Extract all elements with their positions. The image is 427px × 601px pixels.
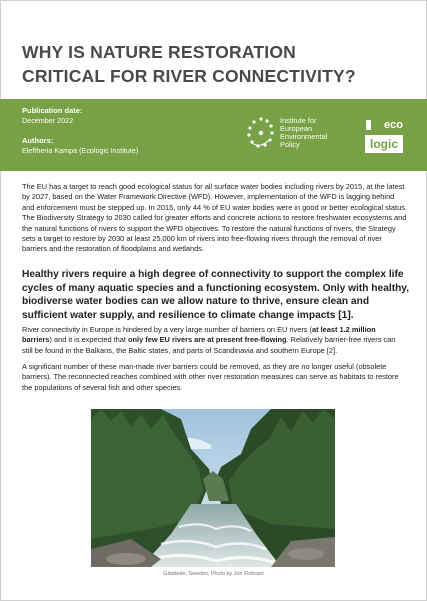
- p2-bold-barriers: at least 1.2 million barriers: [22, 325, 376, 345]
- page-title: [22, 40, 412, 88]
- ieep-line-4: Policy: [280, 140, 300, 149]
- header-band: [0, 99, 427, 171]
- ieep-logo: [244, 113, 360, 157]
- publication-label: Publication date:: [22, 106, 83, 115]
- p2-part-c: ) and it is expected that: [49, 335, 128, 345]
- authors-label: Authors:: [22, 136, 54, 145]
- ecologic-logo: [365, 117, 403, 155]
- ieep-stars-icon: [244, 113, 278, 153]
- river-landscape-image: [91, 409, 335, 567]
- intro-paragraph: The EU has a target to reach good ecological status for all surface water bodies including rivers by 2015, at the latest by 2027, based on the Water Framework Directive (WFD). However, implementation of the WFD is lagging behind and enforcement must be stepped up. In 2015, only 44 % of EU water bodies were in good or better ecological status. The Biodiversity Strategy to 2030 called for greater efforts and concrete actions to restore freshwater ecosystems and the natural functions of rivers to support the WFD objectives. To restore the natural functions of rivers, the Strategy sets a target to restore by 2030 at least 25,000 km of rivers into free-flowing rivers through the removal of river barriers and the restoration of floodplains and wetlands.: [22, 182, 407, 254]
- ecologic-bottom: logic: [365, 135, 403, 153]
- ecologic-top: eco: [384, 119, 403, 131]
- ieep-wordmark: [280, 117, 327, 149]
- ieep-line-3: Environmental: [280, 132, 328, 141]
- p2-part-a: River connectivity in Europe is hindered by a very large number of barriers on EU rivers (: [22, 325, 312, 334]
- authors-value: Eleftheria Kampa (Ecologic Institute): [22, 146, 139, 155]
- p2-bold-free-flowing: only few EU rivers are at present free-flowing: [128, 335, 287, 345]
- barriers-paragraph: [22, 325, 407, 356]
- publication-info: [22, 106, 82, 126]
- photo-caption: Gäddede, Sweden; Photo by Jon Flobrant: [163, 571, 264, 577]
- publication-date: December 2022: [22, 116, 74, 125]
- title-line-2: CRITICAL FOR RIVER CONNECTIVITY?: [22, 66, 356, 86]
- authors-info: [22, 136, 138, 156]
- lead-paragraph: Healthy rivers require a high degree of connectivity to support the complex life cycles of many aquatic species and a functioning ecosystem. Only with healthy, biodiverse water bodies can we allow nature to thrive, ensure clean and sufficient water supply, and resilience to climate change impacts [1].: [22, 269, 410, 321]
- p2-part-e: . Relatively barrier-free rivers can still be found in the Balkans, the Baltic states, and parts of Scandinavia and southern Europe [2].: [22, 335, 396, 355]
- obsolete-barriers-paragraph: A significant number of these man-made river barriers could be removed, as they are no longer useful (obsolete barriers). The reconnected reaches combined with other river restoration measures can serve as habitats to restore the populations of several fish and other species.: [22, 362, 399, 392]
- river-photo: [91, 409, 335, 567]
- title-line-1: WHY IS NATURE RESTORATION: [22, 42, 296, 62]
- ieep-line-2: European: [280, 124, 313, 133]
- ieep-line-1: Institute for: [280, 116, 317, 125]
